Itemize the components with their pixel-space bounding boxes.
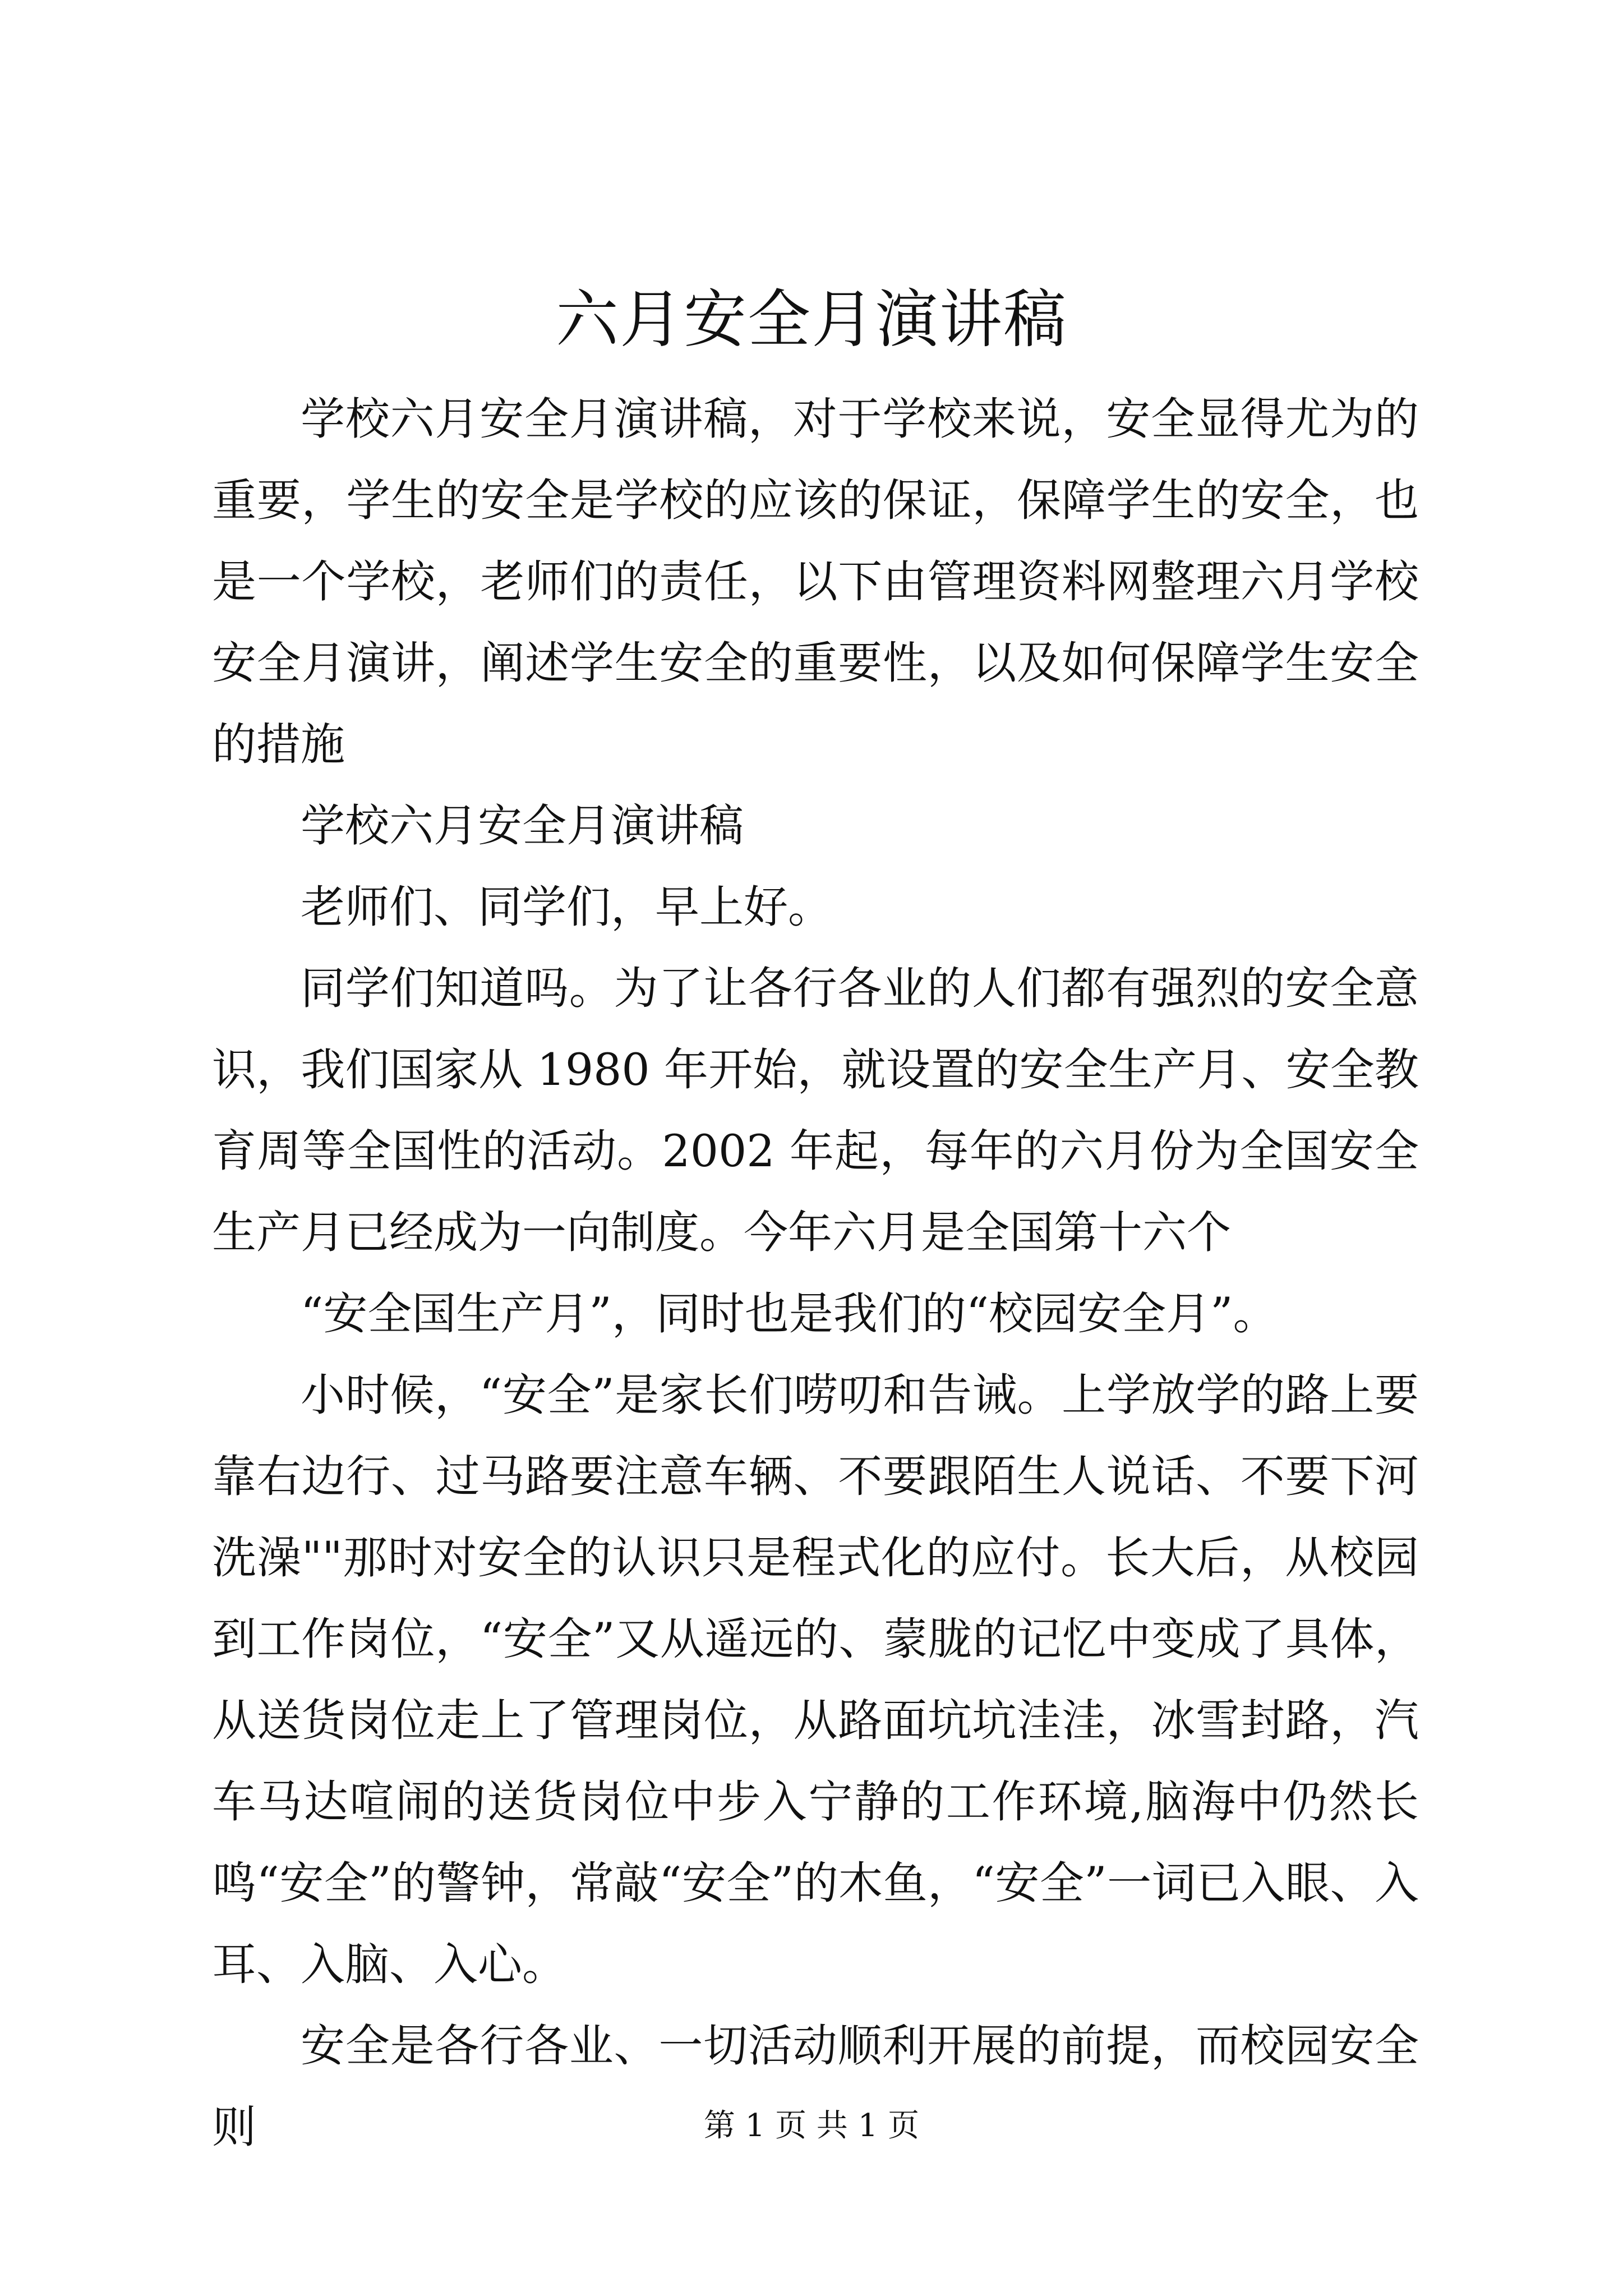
paragraph-intro: 学校六月安全月演讲稿，对于学校来说，安全显得尤为的重要，学生的安全是学校的应该的保证，保障学生的安全，也是一个学校，老师们的责任，以下由管理资料网整理六月学校安全月演讲，阐述学生安全的重要性，以及如何保障学生安全的措施 — [212, 393, 1419, 770]
page-footer: 第 1 页 共 1 页 — [703, 2108, 920, 2144]
paragraph-greeting: 老师们、同学们，早上好。 — [301, 881, 832, 933]
document-body — [212, 379, 1419, 2168]
paragraph-history: 同学们知道吗。为了让各行各业的人们都有强烈的安全意识，我们国家从 1980 年开始，就设置的安全生产月、安全教育周等全国性的活动。2002 年起，每年的六月份为全国安全生产月已经成为一向制度。今年六月是全国第十六个 — [212, 963, 1419, 1258]
paragraph-premise: 安全是各行各业、一切活动顺利开展的前提，而校园安全则 — [212, 2020, 1419, 2153]
document-title: 六月安全月演讲稿 — [556, 283, 1067, 356]
paragraph-subtitle: 学校六月安全月演讲稿 — [301, 800, 744, 852]
paragraph-safety-month: “安全国生产月”，同时也是我们的“校园安全月”。 — [301, 1288, 1278, 1340]
paragraph-childhood: 小时候，“安全”是家长们唠叨和告诫。上学放学的路上要靠右边行、过马路要注意车辆、不要跟陌生人说话、不要下河洗澡""那时对安全的认识只是程式化的应付。长大后，从校园到工作岗位，“安全”又从遥远的、蒙胧的记忆中变成了具体，从送货岗位走上了管理岗位，从路面坑坑洼洼，冰雪封路，汽车马达喧闹的送货岗位中步入宁静的工作环境,脑海中仍然长鸣“安全”的警钟，常敲“安全”的木鱼，“安全”一词已入眼、入耳、入脑、入心。 — [212, 1369, 1419, 1990]
